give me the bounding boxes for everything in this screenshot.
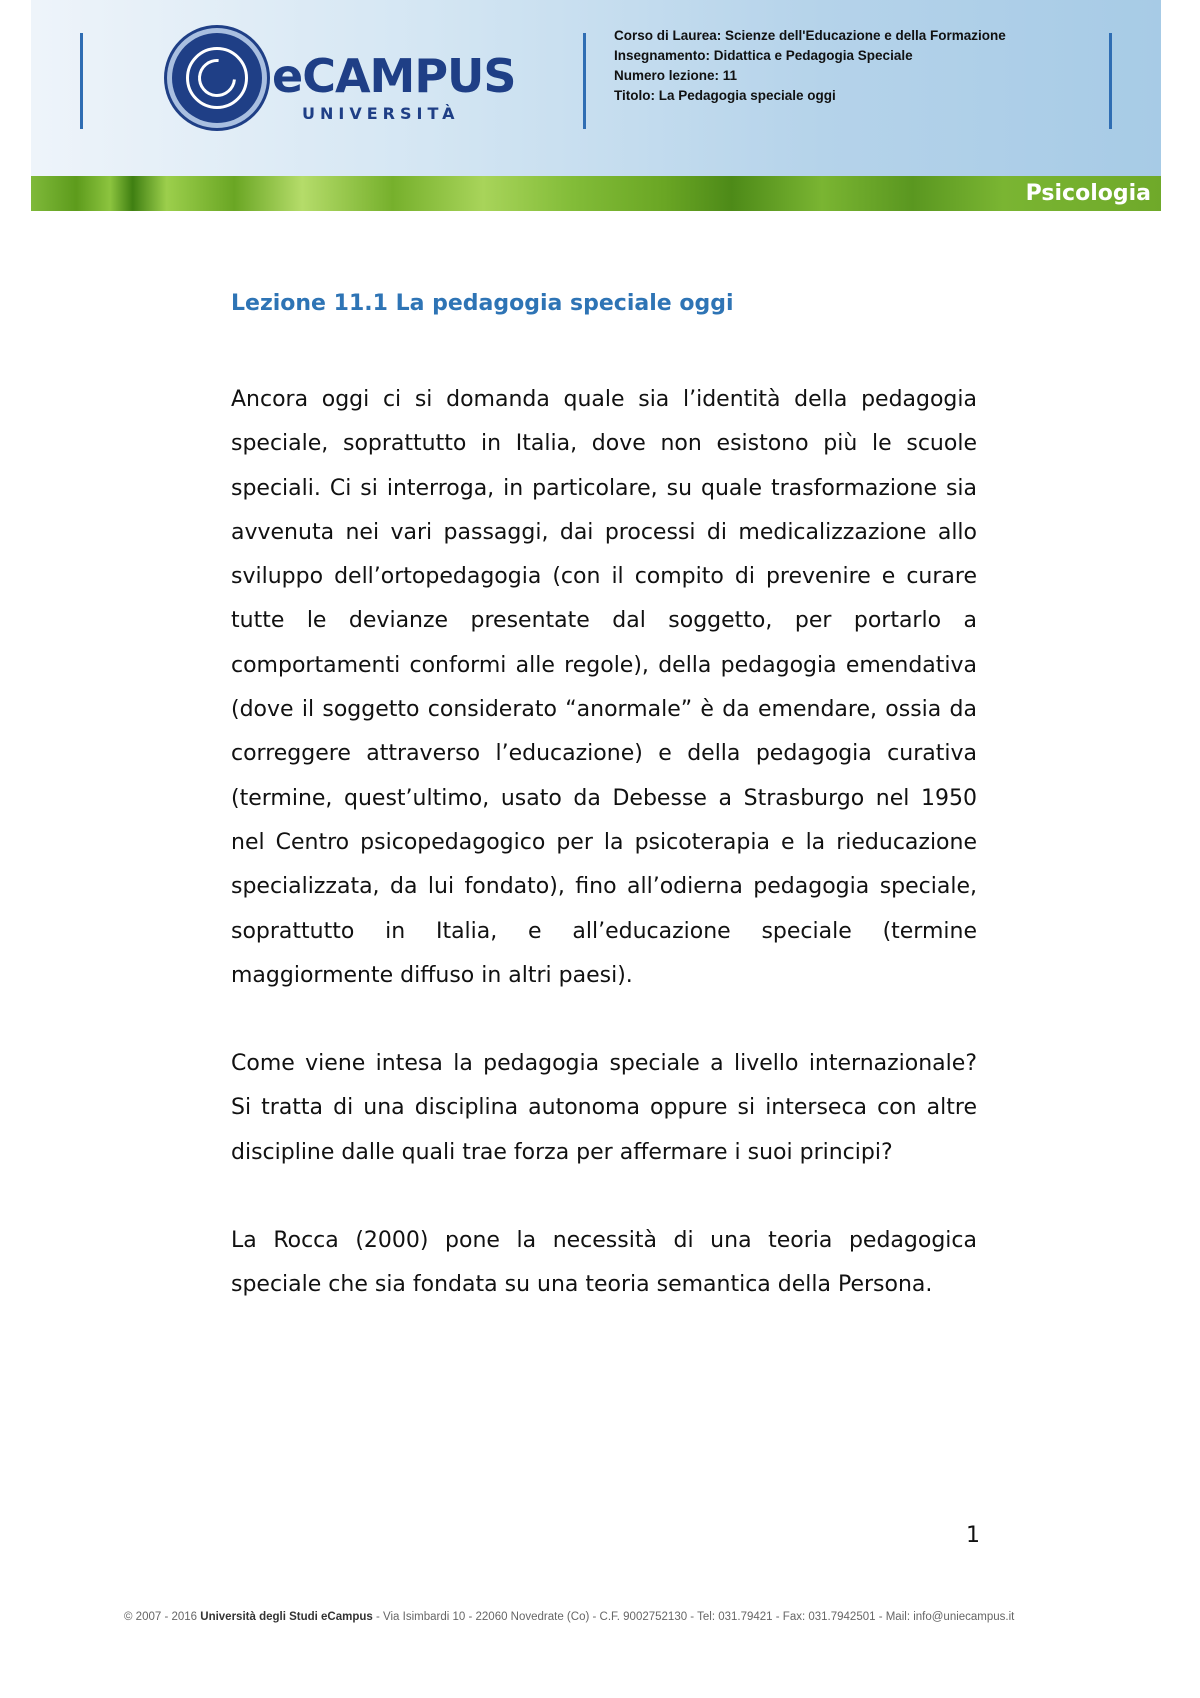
lesson-body	[231, 378, 977, 1352]
paragraph: Come viene intesa la pedagogia speciale a livello internazionale? Si tratta di una disciplina autonoma oppure si interseca con altre discipline dalle quali trae forza per affermare i suoi principi?	[231, 1051, 977, 1165]
header-divider	[1109, 33, 1112, 129]
footer-institution: Università degli Studi eCampus	[200, 1611, 373, 1623]
footer-details: - Via Isimbardi 10 - 22060 Novedrate (Co) - C.F. 9002752130 - Tel: 031.79421 - Fax: 031.7942501 - Mail: info@uniecampus.it	[376, 1611, 1015, 1623]
page-number: 1	[966, 1523, 980, 1548]
brand-logo-text: eCAMPUS	[272, 49, 516, 103]
section-banner	[31, 176, 1161, 211]
university-seal-icon	[172, 33, 262, 123]
footer-copyright: © 2007 - 2016	[124, 1611, 198, 1623]
lesson-number: Numero lezione: 11	[614, 68, 738, 83]
header-divider	[80, 33, 83, 129]
course-degree: Corso di Laurea: Scienze dell'Educazione e della Formazione	[614, 28, 1006, 43]
lesson-title: Titolo: La Pedagogia speciale oggi	[614, 88, 836, 103]
paragraph: La Rocca (2000) pone la necessità di una teoria pedagogica speciale che sia fondata su una teoria semantica della Persona.	[231, 1228, 977, 1298]
paragraph: Ancora oggi ci si domanda quale sia l’identità della pedagogia speciale, soprattutto in Italia, dove non esistono più le scuole speciali. Ci si interroga, in particolare, su quale trasformazione sia avvenuta nei vari passaggi, dai processi di medicalizzazione allo sviluppo dell’ortopedagogia (con il compito di prevenire e curare tutte le devianze presentate dal soggetto, per portarlo a comportamenti conformi alle regole), della pedagogia emendativa (dove il soggetto considerato “anormale” è da emendare, ossia da correggere attraverso l’educazione) e della pedagogia curativa (termine, quest’ultimo, usato da Debesse a Strasburgo nel 1950 nel Centro psicopedagogico per la psicoterapia e la rieducazione specializzata, da lui fondato), fino all’odierna pedagogia speciale, soprattutto in Italia, e all’educazione speciale (termine maggiormente diffuso in altri paesi).	[231, 387, 977, 988]
brand-logo-subtitle: UNIVERSITÀ	[302, 104, 460, 123]
header-divider	[583, 33, 586, 129]
page-footer	[124, 1611, 1114, 1623]
lesson-heading: Lezione 11.1 La pedagogia speciale oggi	[231, 291, 734, 316]
course-info	[614, 26, 1074, 106]
course-subject: Insegnamento: Didattica e Pedagogia Speciale	[614, 48, 913, 63]
section-label: Psicologia	[1025, 181, 1151, 206]
